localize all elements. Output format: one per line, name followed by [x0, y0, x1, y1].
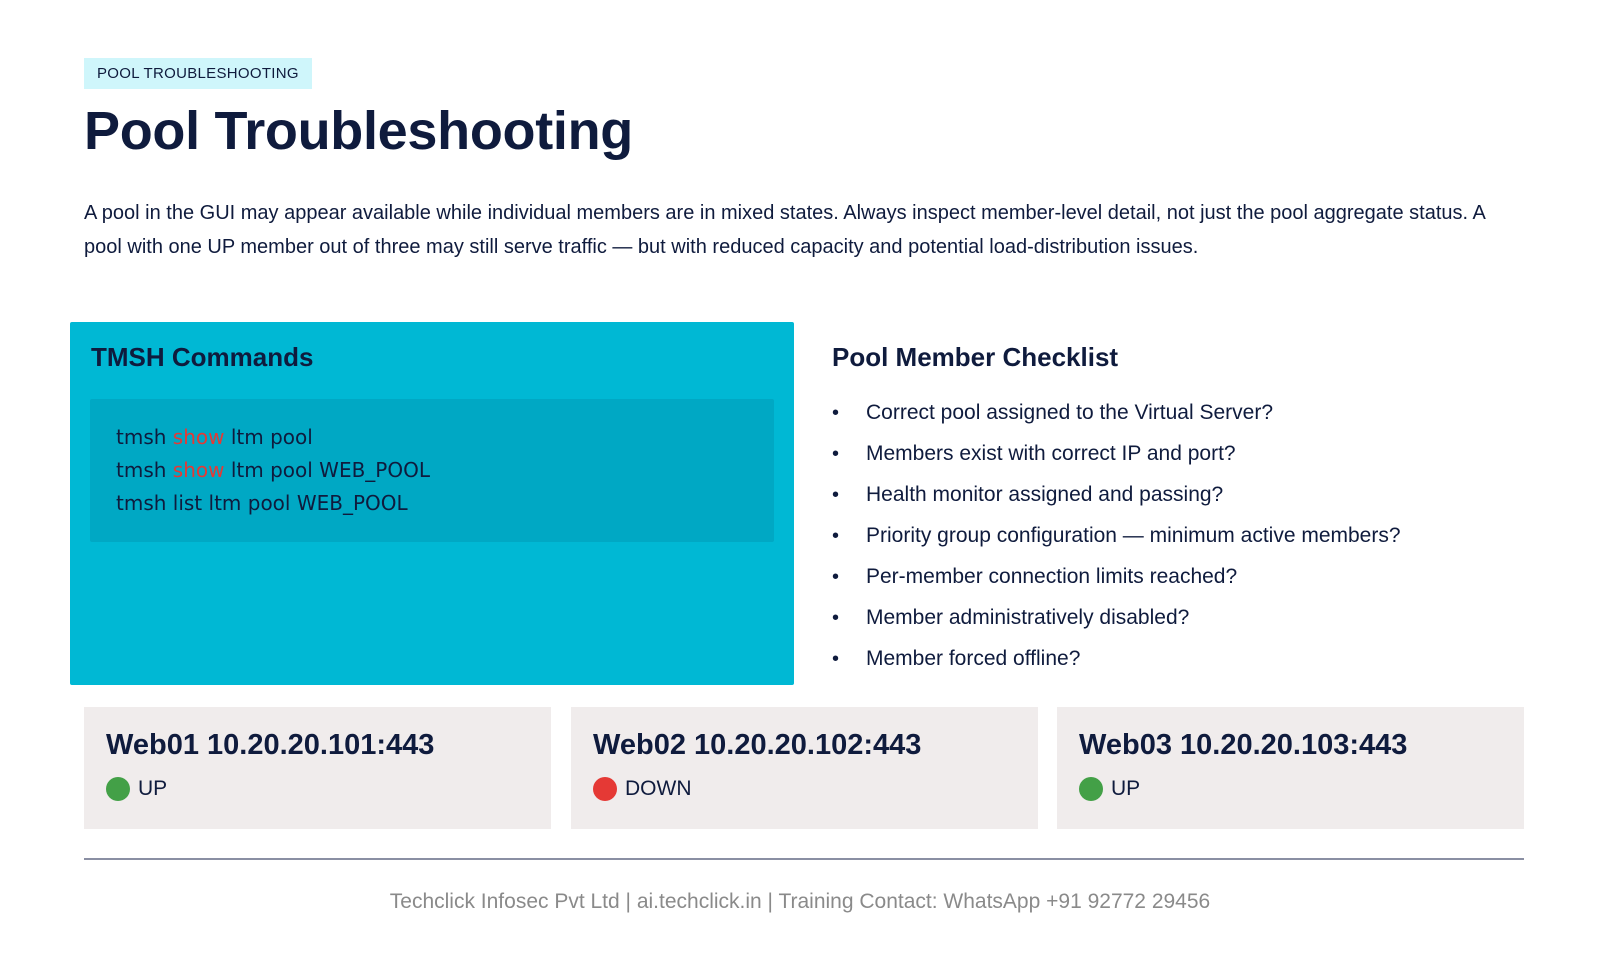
page-title: Pool Troubleshooting	[84, 101, 633, 161]
checklist-item: • Per-member connection limits reached?	[832, 560, 1401, 601]
section-tag: POOL TROUBLESHOOTING	[84, 58, 312, 89]
member-status-label: UP	[138, 777, 168, 800]
code-line: tmsh show ltm pool	[116, 425, 313, 449]
checklist-item: • Priority group configuration — minimum active members?	[832, 519, 1401, 560]
tmsh-commands-panel	[70, 322, 794, 685]
checklist-item: • Member forced offline?	[832, 642, 1401, 683]
member-status	[1079, 777, 1502, 801]
bullet-icon: •	[832, 648, 840, 670]
footer-text: Techclick Infosec Pvt Ltd | ai.techclick.in | Training Contact: WhatsApp +91 92772 29456	[389, 890, 1211, 913]
member-name: Web02 10.20.20.102:443	[593, 729, 922, 761]
tmsh-commands-title: TMSH Commands	[91, 342, 314, 372]
member-name: Web01 10.20.20.101:443	[106, 729, 435, 761]
green-circle-icon	[1079, 777, 1103, 801]
bullet-icon: •	[832, 402, 840, 424]
member-status-label: UP	[1111, 777, 1141, 800]
checklist	[832, 396, 1401, 683]
member-card-web02	[571, 707, 1038, 829]
checklist-item: • Member administratively disabled?	[832, 601, 1401, 642]
member-card-web03	[1057, 707, 1524, 829]
intro-paragraph: A pool in the GUI may appear available while individual members are in mixed states. Always inspect member-level detail, not just the pool aggregate status. A pool with one UP member out of three may still serve traffic — but with reduced capacity and potential load-distribution issues.	[84, 202, 1485, 258]
checklist-item: • Correct pool assigned to the Virtual Server?	[832, 396, 1401, 437]
bullet-icon: •	[832, 566, 840, 588]
bullet-icon: •	[832, 525, 840, 547]
checklist-title: Pool Member Checklist	[832, 342, 1119, 372]
bullet-icon: •	[832, 607, 840, 629]
member-status	[593, 777, 1016, 801]
code-block	[90, 399, 774, 542]
pool-member-cards	[84, 707, 1524, 829]
member-card-web01	[84, 707, 551, 829]
green-circle-icon	[106, 777, 130, 801]
checklist-item: • Members exist with correct IP and port?	[832, 437, 1401, 478]
bullet-icon: •	[832, 443, 840, 465]
checklist-item: • Health monitor assigned and passing?	[832, 478, 1401, 519]
code-line: tmsh list ltm pool WEB_POOL	[116, 491, 408, 515]
member-status-label: DOWN	[625, 777, 692, 800]
member-status	[106, 777, 529, 801]
code-line: tmsh show ltm pool WEB_POOL	[116, 458, 430, 482]
footer-divider	[84, 858, 1524, 860]
member-name: Web03 10.20.20.103:443	[1079, 729, 1408, 761]
bullet-icon: •	[832, 484, 840, 506]
red-circle-icon	[593, 777, 617, 801]
